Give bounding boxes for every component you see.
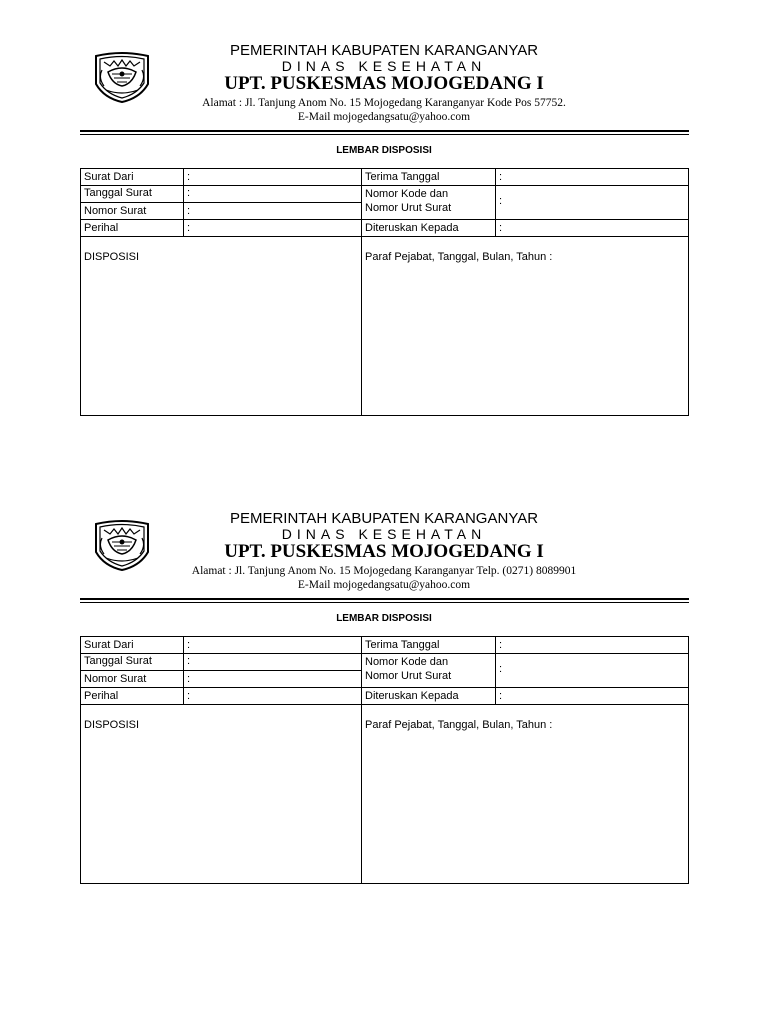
label-nomor-kode: Nomor Kode dan (365, 188, 449, 200)
header-rule-thick (80, 130, 689, 132)
colon: : (499, 171, 503, 183)
header-email: E-Mail mojogedangsatu@yahoo.com (297, 111, 471, 123)
grid-line (81, 185, 361, 186)
grid-line (81, 687, 361, 688)
disposition-form (80, 168, 689, 416)
header-address: Alamat : Jl. Tanjung Anom No. 15 Mojogedang Karanganyar Telp. (0271) 8089901 (191, 565, 577, 577)
header-department: DINAS KESEHATAN (281, 58, 487, 74)
header-rule-thick (80, 598, 689, 600)
grid-line (361, 219, 688, 220)
header-email: E-Mail mojogedangsatu@yahoo.com (297, 579, 471, 591)
grid-line (81, 202, 361, 203)
grid-line (361, 687, 688, 688)
colon: : (187, 187, 191, 199)
label-nomor-kode: Nomor Kode dan (365, 656, 449, 668)
grid-line (81, 219, 361, 220)
header-unit: UPT. PUSKESMAS MOJOGEDANG I (224, 73, 544, 94)
colon: : (499, 195, 503, 207)
label-disposisi: DISPOSISI (84, 719, 140, 731)
label-nomor-surat: Nomor Surat (84, 673, 147, 685)
label-nomor-urut: Nomor Urut Surat (365, 202, 452, 214)
disposition-sheet-1 (0, 0, 768, 470)
grid-line (81, 236, 688, 237)
header-unit: UPT. PUSKESMAS MOJOGEDANG I (224, 541, 544, 562)
header-rule-thin (80, 134, 689, 135)
label-perihal: Perihal (84, 222, 119, 234)
label-paraf: Paraf Pejabat, Tanggal, Bulan, Tahun : (365, 251, 553, 263)
grid-line (361, 653, 688, 654)
label-tanggal-surat: Tanggal Surat (84, 655, 152, 667)
colon: : (187, 690, 191, 702)
form-title: LEMBAR DISPOSISI (336, 613, 432, 624)
label-perihal: Perihal (84, 690, 119, 702)
colon: : (187, 171, 191, 183)
label-surat-dari: Surat Dari (84, 171, 134, 183)
colon: : (187, 639, 191, 651)
label-tanggal-surat: Tanggal Surat (84, 187, 152, 199)
label-surat-dari: Surat Dari (84, 639, 134, 651)
label-paraf: Paraf Pejabat, Tanggal, Bulan, Tahun : (365, 719, 553, 731)
label-terima-tanggal: Terima Tanggal (365, 171, 440, 183)
colon: : (499, 663, 503, 675)
header-address: Alamat : Jl. Tanjung Anom No. 15 Mojogedang Karanganyar Kode Pos 57752. (202, 97, 566, 109)
colon: : (499, 639, 503, 651)
colon: : (187, 673, 191, 685)
colon: : (499, 222, 503, 234)
label-disposisi: DISPOSISI (84, 251, 140, 263)
form-title: LEMBAR DISPOSISI (336, 145, 432, 156)
header-rule-thin (80, 602, 689, 603)
grid-line (81, 670, 361, 671)
grid-line (495, 169, 496, 236)
colon: : (187, 222, 191, 234)
label-diteruskan-kepada: Diteruskan Kepada (365, 690, 459, 702)
label-nomor-urut: Nomor Urut Surat (365, 670, 452, 682)
header-department: DINAS KESEHATAN (281, 526, 487, 542)
label-nomor-surat: Nomor Surat (84, 205, 147, 217)
colon: : (187, 205, 191, 217)
colon: : (187, 655, 191, 667)
label-terima-tanggal: Terima Tanggal (365, 639, 440, 651)
label-diteruskan-kepada: Diteruskan Kepada (365, 222, 459, 234)
grid-line (81, 653, 361, 654)
colon: : (499, 690, 503, 702)
header-government: PEMERINTAH KABUPATEN KARANGANYAR (229, 510, 539, 527)
grid-line (81, 704, 688, 705)
disposition-sheet-2 (0, 468, 768, 938)
grid-line (495, 637, 496, 704)
grid-line (361, 169, 362, 415)
grid-line (361, 637, 362, 883)
header-government: PEMERINTAH KABUPATEN KARANGANYAR (229, 42, 539, 59)
grid-line (361, 185, 688, 186)
disposition-form (80, 636, 689, 884)
